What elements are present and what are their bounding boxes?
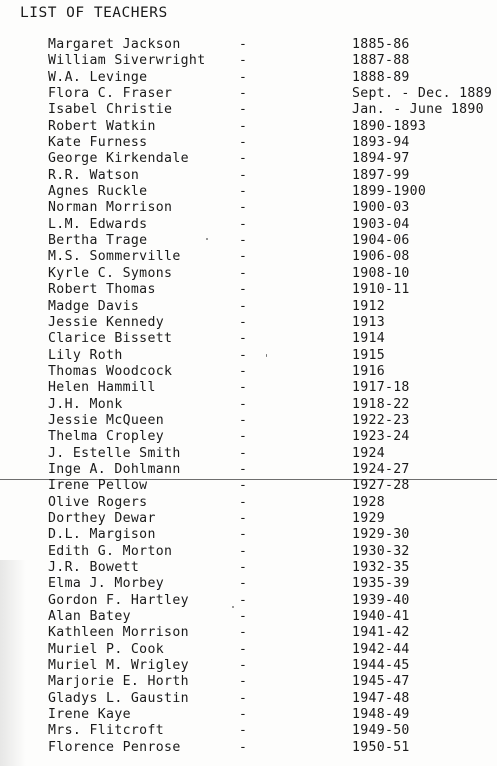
teacher-row: [0, 217, 497, 233]
teacher-years: 1918-22: [352, 396, 410, 412]
teacher-row: [0, 135, 497, 151]
teacher-years: 1929: [352, 510, 385, 526]
teacher-row: [0, 233, 497, 249]
teacher-row: [0, 691, 497, 707]
dash-separator: -: [239, 363, 247, 379]
teacher-years: 1916: [352, 363, 385, 379]
dash-separator: -: [239, 298, 247, 314]
dash-separator: -: [239, 200, 247, 216]
dash-separator: -: [239, 118, 247, 134]
teacher-row: [0, 429, 497, 445]
teacher-years: 1923-24: [352, 429, 410, 445]
teacher-name: Inge A. Dohlmann: [48, 461, 181, 477]
teacher-row: [0, 168, 497, 184]
teacher-name: Isabel Christie: [48, 102, 173, 118]
dash-separator: -: [239, 233, 247, 249]
teacher-name: Lily Roth: [48, 347, 123, 363]
teacher-years: 1929-30: [352, 527, 410, 543]
teacher-name: Elma J. Morbey: [48, 576, 165, 592]
teacher-row: [0, 70, 497, 86]
teacher-row: [0, 560, 497, 576]
teacher-name: Florence Penrose: [48, 739, 181, 755]
teacher-years: 1935-39: [352, 576, 410, 592]
teacher-row: [0, 380, 497, 396]
dash-separator: -: [239, 37, 247, 52]
teacher-name: Norman Morrison: [48, 200, 173, 216]
dash-separator: -: [239, 216, 247, 232]
dash-separator: -: [239, 609, 247, 625]
teacher-years: 1912: [352, 298, 385, 314]
teacher-row: [0, 446, 497, 462]
teacher-row: [0, 200, 497, 216]
dash-separator: -: [239, 510, 247, 526]
teacher-name: D.L. Margison: [48, 527, 156, 543]
teacher-years: 1915: [352, 347, 385, 363]
teacher-years: 1940-41: [352, 609, 410, 625]
dash-separator: -: [239, 135, 247, 151]
teacher-years: 1939-40: [352, 592, 410, 608]
dash-separator: -: [239, 625, 247, 641]
dash-separator: -: [239, 576, 247, 592]
teacher-row: [0, 37, 497, 53]
teacher-name: Edith G. Morton: [48, 543, 173, 559]
dash-separator: -: [239, 249, 247, 265]
dash-separator: -: [239, 707, 247, 723]
teacher-name: Olive Rogers: [48, 494, 148, 510]
teacher-name: Helen Hammill: [48, 380, 156, 396]
teacher-years: 1890-1893: [352, 118, 427, 134]
page-title: LIST OF TEACHERS: [20, 5, 168, 21]
teacher-name: J. Estelle Smith: [48, 445, 181, 461]
teacher-years: 1942-44: [352, 641, 410, 657]
teacher-years: 1903-04: [352, 216, 410, 232]
teacher-name: J.R. Bowett: [48, 560, 140, 575]
teacher-name: Marjorie E. Horth: [48, 674, 189, 690]
teacher-name: Madge Davis: [48, 298, 140, 314]
teacher-row: [0, 544, 497, 560]
teacher-row: [0, 511, 497, 527]
dash-separator: -: [239, 53, 247, 69]
teacher-years: 1927-28: [352, 478, 410, 494]
teacher-years: 1950-51: [352, 739, 410, 755]
dash-separator: -: [239, 396, 247, 412]
dash-separator: -: [239, 69, 247, 85]
teacher-row: [0, 740, 497, 756]
teacher-name: J.H. Monk: [48, 396, 123, 412]
teacher-name: Jessie Kennedy: [48, 314, 165, 330]
dash-separator: -: [239, 461, 247, 477]
dash-separator: -: [239, 674, 247, 690]
teacher-years: 1887-88: [352, 53, 410, 69]
dash-separator: -: [239, 592, 247, 608]
dash-separator: -: [239, 494, 247, 510]
teacher-row: [0, 723, 497, 739]
teacher-name: Clarice Bissett: [48, 331, 173, 347]
teacher-years: 1924: [352, 445, 385, 461]
teacher-name: Irene Kaye: [48, 707, 131, 723]
teacher-row: [0, 625, 497, 641]
dash-separator: -: [239, 151, 247, 167]
teacher-years: 1924-27: [352, 461, 410, 477]
dash-separator: -: [239, 478, 247, 494]
teacher-name: Irene Pellow: [48, 478, 148, 494]
teacher-years: 1904-06: [352, 233, 410, 249]
teacher-name: Dorthey Dewar: [48, 510, 156, 526]
teacher-name: Mrs. Flitcroft: [48, 723, 165, 739]
teacher-row: [0, 593, 497, 609]
dash-separator: -: [239, 445, 247, 461]
teacher-name: Jessie McQueen: [48, 412, 165, 428]
teacher-years: 1888-89: [352, 69, 410, 85]
teacher-years: 1897-99: [352, 167, 410, 183]
teacher-row: [0, 102, 497, 118]
teacher-name: Alan Batey: [48, 609, 131, 625]
teacher-row: [0, 707, 497, 723]
teacher-years: 1932-35: [352, 560, 410, 575]
teacher-row: [0, 53, 497, 69]
teacher-row: [0, 315, 497, 331]
teacher-row: [0, 119, 497, 135]
teacher-row: [0, 266, 497, 282]
teacher-years: 1948-49: [352, 707, 410, 723]
dash-separator: -: [239, 282, 247, 298]
teacher-name: Agnes Ruckle: [48, 184, 148, 200]
teacher-years: 1930-32: [352, 543, 410, 559]
teacher-name: Gordon F. Hartley: [48, 592, 189, 608]
teacher-row: [0, 299, 497, 315]
teacher-name: Kyrle C. Symons: [48, 265, 173, 281]
teacher-list: [0, 37, 497, 756]
teacher-row: [0, 184, 497, 200]
dash-separator: -: [239, 314, 247, 330]
teacher-row: [0, 397, 497, 413]
teacher-name: Thomas Woodcock: [48, 363, 173, 379]
teacher-row: [0, 674, 497, 690]
teacher-row: [0, 86, 497, 102]
teacher-years: 1906-08: [352, 249, 410, 265]
dash-separator: -: [239, 331, 247, 347]
teacher-years: Sept. - Dec. 1889: [352, 86, 493, 102]
teacher-row: [0, 151, 497, 167]
teacher-row: [0, 413, 497, 429]
teacher-years: 1917-18: [352, 380, 410, 396]
teacher-name: Margaret Jackson: [48, 37, 181, 52]
teacher-years: 1908-10: [352, 265, 410, 281]
teacher-years: 1893-94: [352, 135, 410, 151]
teacher-row: [0, 348, 497, 364]
dash-separator: -: [239, 380, 247, 396]
teacher-years: 1885-86: [352, 37, 410, 52]
teacher-row: [0, 478, 497, 494]
teacher-row: [0, 249, 497, 265]
dash-separator: -: [239, 527, 247, 543]
dash-separator: -: [239, 86, 247, 102]
teacher-name: Gladys L. Gaustin: [48, 690, 189, 706]
teacher-name: Kathleen Morrison: [48, 625, 189, 641]
dash-separator: -: [239, 167, 247, 183]
dash-separator: -: [239, 690, 247, 706]
teacher-name: Robert Watkin: [48, 118, 156, 134]
teacher-years: 1913: [352, 314, 385, 330]
teacher-years: 1941-42: [352, 625, 410, 641]
dash-separator: -: [239, 658, 247, 674]
teacher-years: 1928: [352, 494, 385, 510]
teacher-name: Flora C. Fraser: [48, 86, 173, 102]
teacher-row: [0, 609, 497, 625]
dash-separator: -: [239, 265, 247, 281]
teacher-name: M.S. Sommerville: [48, 249, 181, 265]
teacher-row: [0, 527, 497, 543]
teacher-years: 1910-11: [352, 282, 410, 298]
dash-separator: -: [239, 560, 247, 575]
teacher-years: 1944-45: [352, 658, 410, 674]
teacher-name: R.R. Watson: [48, 167, 140, 183]
teacher-row: [0, 462, 497, 478]
dash-separator: -: [239, 412, 247, 428]
teacher-row: [0, 658, 497, 674]
teacher-name: Thelma Cropley: [48, 429, 165, 445]
teacher-years: 1949-50: [352, 723, 410, 739]
teacher-years: 1914: [352, 331, 385, 347]
teacher-years: 1900-03: [352, 200, 410, 216]
teacher-name: George Kirkendale: [48, 151, 189, 167]
teacher-years: 1894-97: [352, 151, 410, 167]
dash-separator: -: [239, 739, 247, 755]
teacher-row: [0, 331, 497, 347]
teacher-row: [0, 642, 497, 658]
teacher-name: L.M. Edwards: [48, 216, 148, 232]
teacher-name: Muriel M. Wrigley: [48, 658, 189, 674]
dash-separator: -: [239, 347, 247, 363]
dash-separator: -: [239, 184, 247, 200]
teacher-years: Jan. - June 1890: [352, 102, 484, 118]
teacher-row: [0, 364, 497, 380]
dash-separator: -: [239, 723, 247, 739]
dash-separator: -: [239, 429, 247, 445]
teacher-name: Kate Furness: [48, 135, 148, 151]
teacher-years: 1945-47: [352, 674, 410, 690]
teacher-years: 1922-23: [352, 412, 410, 428]
teacher-row: [0, 495, 497, 511]
dash-separator: -: [239, 641, 247, 657]
dash-separator: -: [239, 543, 247, 559]
teacher-years: 1899-1900: [352, 184, 427, 200]
teacher-name: W.A. Levinge: [48, 69, 148, 85]
teacher-name: Bertha Trage: [48, 233, 148, 249]
dash-separator: -: [239, 102, 247, 118]
teacher-years: 1947-48: [352, 690, 410, 706]
teacher-row: [0, 282, 497, 298]
teacher-row: [0, 576, 497, 592]
teacher-name: William Siverwright: [48, 53, 206, 69]
teacher-name: Robert Thomas: [48, 282, 156, 298]
teacher-name: Muriel P. Cook: [48, 641, 165, 657]
